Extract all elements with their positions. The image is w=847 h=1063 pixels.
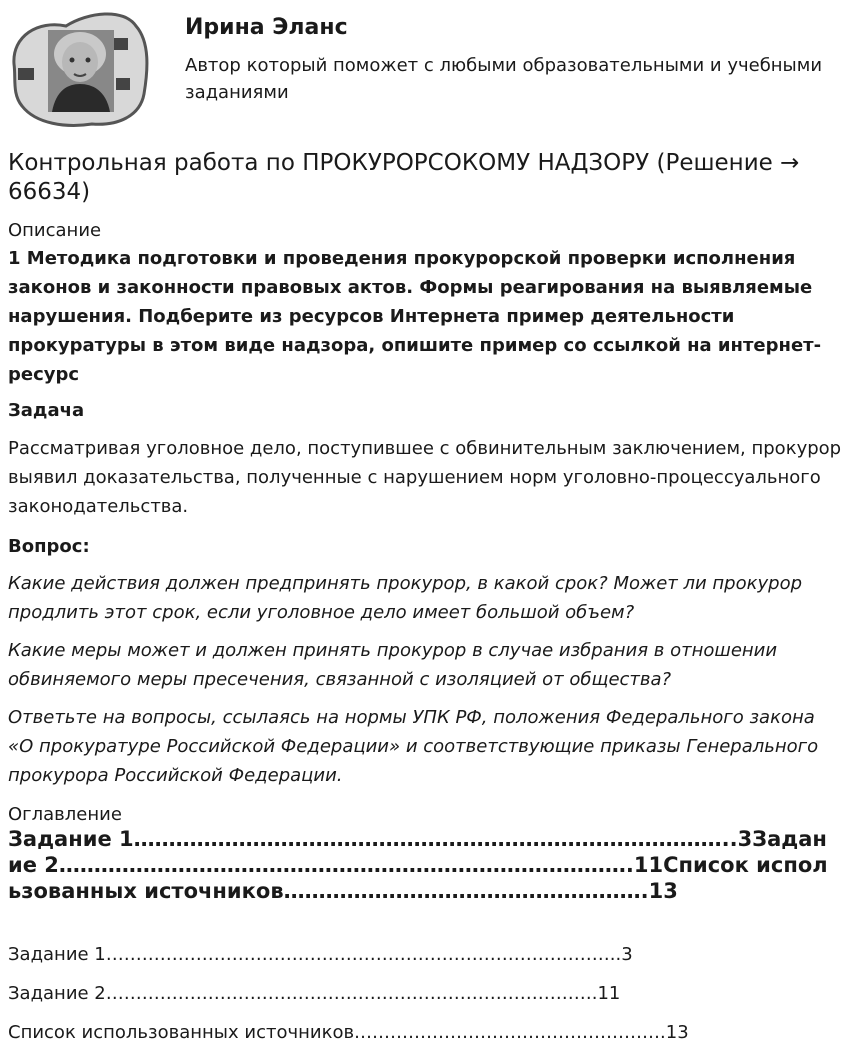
toc-item-task-1: Задание 1…………………………………………………………………………..3	[8, 944, 633, 965]
question-label: Вопрос:	[8, 536, 90, 557]
description-label: Описание	[8, 220, 102, 241]
toc-item-task-2: Задание 2……………………………………………………………………….11	[8, 983, 621, 1004]
author-name: Ирина Эланс	[185, 15, 348, 40]
task-label: Задача	[8, 400, 85, 421]
author-card	[0, 0, 847, 140]
page-title: Контрольная работа по ПРОКУРОРСОКОМУ НАДЗОРУ (Решение → 66634)	[8, 150, 800, 205]
toc-label: Оглавление	[8, 804, 122, 825]
question-3: Ответьте на вопросы, ссылаясь на нормы УПК РФ, положения Федерального закона «О прокуратуре Российской Федерации» и соответствующие приказы Генерального прокурора Российской Федерации.	[8, 707, 819, 786]
toc-heading-block: Задание 1…………………………………………………………………………..3Задание 2……………………………………………………………………….11Список использованных источников…………………………………………….13	[8, 827, 828, 903]
question-1: Какие действия должен предпринять прокурор, в какой срок? Может ли прокурор продлить этот срок, если уголовное дело имеет большой объем?	[8, 573, 803, 623]
task1-heading: 1 Методика подготовки и проведения прокурорской проверки исполнения законов и законности правовых актов. Формы реагирования на выявляемые нарушения. Подберите из ресурсов Интернета пример деятельности прокуратуры в этом виде надзора, опишите пример со ссылкой на интернет-ресурс	[8, 248, 822, 385]
author-avatar	[8, 8, 150, 128]
task-text: Рассматривая уголовное дело, поступившее с обвинительным заключением, прокурор выявил доказательства, полученные с нарушением норм уголовно-процессуального законодательства.	[8, 438, 842, 517]
question-2: Какие меры может и должен принять прокурор в случае избрания в отношении обвиняемого меры пресечения, связанной с изоляцией от общества?	[8, 640, 778, 690]
toc-item-sources: Список использованных источников…………………………………………….13	[8, 1022, 689, 1043]
author-description: Автор который поможет с любыми образовательными и учебными заданиями	[185, 55, 823, 103]
